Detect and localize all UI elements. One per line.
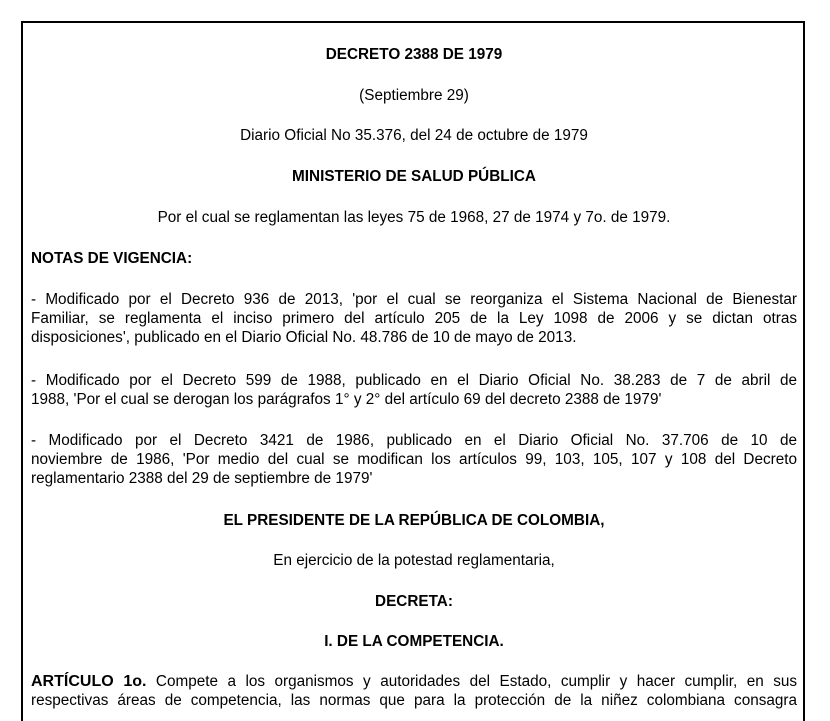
notes-heading: NOTAS DE VIGENCIA:	[31, 250, 193, 267]
decree-title: DECRETO 2388 DE 1979	[325, 46, 503, 63]
article-label: ARTÍCULO 1o.	[31, 673, 147, 690]
decree-date: (Septiembre 29)	[359, 87, 469, 104]
note-item	[31, 431, 797, 488]
article-text: Compete a los organismos y autoridades del Estado, cumplir y hacer cumplir, en sus	[146, 673, 797, 690]
note-line: reglamentario 2388 del 29 de septiembre de 1979'	[31, 470, 373, 487]
note-item	[31, 371, 797, 409]
decree-subject: Por el cual se reglamentan las leyes 75 de 1968, 27 de 1974 y 7o. de 1979.	[157, 209, 671, 226]
note-line: - Modificado por el Decreto 599 de 1988, publicado en el Diario Oficial No. 38.283 de 7 de abril de	[31, 372, 797, 389]
note-line: Familiar, se reglamenta el inciso primero del artículo 205 de la Ley 1098 de 2006 y se dictan otras	[31, 310, 797, 327]
document-page	[21, 21, 805, 721]
article-line	[31, 672, 797, 691]
note-line: - Modificado por el Decreto 936 de 2013, 'por el cual se reorganiza el Sistema Nacional de Bienestar	[31, 291, 797, 308]
note-item	[31, 290, 797, 347]
decreta-heading: DECRETA:	[375, 593, 453, 610]
note-line: 1988, 'Por el cual se derogan los parágrafos 1° y 2° del artículo 69 del decreto 2388 de 1979'	[31, 391, 662, 408]
note-line: noviembre de 1986, 'Por medio del cual se modifican los artículos 99, 103, 105, 107 y 108 del Decreto	[31, 451, 797, 468]
ministry-name: MINISTERIO DE SALUD PÚBLICA	[292, 168, 536, 185]
note-line: disposiciones', publicado en el Diario Oficial No. 48.786 de 10 de mayo de 2013.	[31, 329, 577, 346]
chapter-heading: I. DE LA COMPETENCIA.	[324, 633, 504, 650]
article-line: respectivas áreas de competencia, las normas que para la protección de la niñez colombiana consagra	[31, 692, 797, 709]
diario-oficial-reference: Diario Oficial No 35.376, del 24 de octubre de 1979	[240, 127, 588, 144]
article-1	[31, 672, 797, 710]
exercise-clause: En ejercicio de la potestad reglamentaria,	[273, 552, 555, 569]
note-line: - Modificado por el Decreto 3421 de 1986, publicado en el Diario Oficial No. 37.706 de 10 de	[31, 432, 797, 449]
president-heading: EL PRESIDENTE DE LA REPÚBLICA DE COLOMBIA,	[223, 512, 605, 529]
